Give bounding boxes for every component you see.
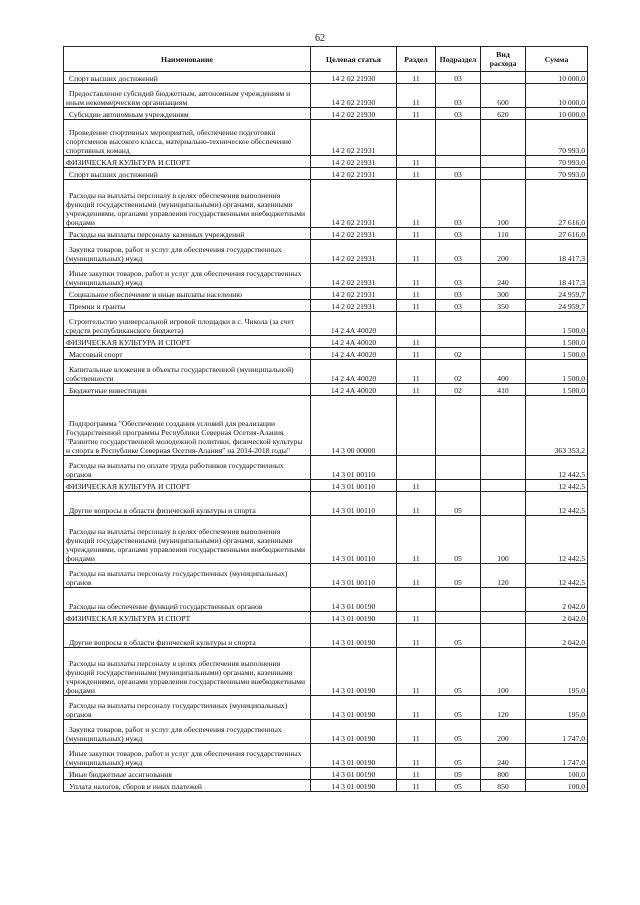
table-header-row bbox=[64, 47, 588, 72]
cell-amount: 70 993,0 bbox=[526, 156, 588, 168]
cell-subsection: 05 bbox=[436, 624, 481, 648]
cell-name: Подпрограмма "Обеспечение создания условий для реализации Государственной программы Республики Северная Осетия-Алания "Развитие государственной молодежной политики, физической культуры и спорта в Республике Северная Осетия-Алания" на 2014-2018 годы" bbox=[64, 396, 311, 456]
cell-kind bbox=[481, 480, 526, 492]
table-row bbox=[64, 312, 588, 336]
cell-kind: 240 bbox=[481, 744, 526, 768]
cell-section bbox=[397, 396, 436, 456]
cell-target: 14 2 4А 40020 bbox=[311, 360, 397, 384]
cell-name: Закупка товаров, работ и услуг для обеспечения государственных (муниципальных) нужд bbox=[64, 240, 311, 264]
cell-kind bbox=[481, 168, 526, 180]
cell-target: 14 3 01 00110 bbox=[311, 492, 397, 516]
cell-name: Расходы на выплаты по оплате труда работников государственных органов bbox=[64, 456, 311, 480]
cell-kind bbox=[481, 336, 526, 348]
cell-section: 11 bbox=[397, 360, 436, 384]
cell-kind bbox=[481, 72, 526, 84]
cell-name: Другие вопросы в области физической культуры и спорта bbox=[64, 624, 311, 648]
cell-amount: 195,0 bbox=[526, 696, 588, 720]
table-row bbox=[64, 72, 588, 84]
cell-kind bbox=[481, 120, 526, 156]
cell-kind bbox=[481, 612, 526, 624]
cell-section: 11 bbox=[397, 228, 436, 240]
table-row bbox=[64, 720, 588, 744]
cell-subsection: 05 bbox=[436, 492, 481, 516]
cell-kind: 110 bbox=[481, 228, 526, 240]
cell-kind bbox=[481, 348, 526, 360]
cell-subsection: 03 bbox=[436, 84, 481, 108]
cell-target: 14 2 02 21931 bbox=[311, 240, 397, 264]
cell-amount: 70 993,0 bbox=[526, 120, 588, 156]
table-row bbox=[64, 396, 588, 456]
cell-section: 11 bbox=[397, 492, 436, 516]
header-subsection: Подраздел bbox=[436, 47, 481, 72]
table-row bbox=[64, 384, 588, 396]
cell-name: ФИЗИЧЕСКАЯ КУЛЬТУРА И СПОРТ bbox=[64, 156, 311, 168]
cell-name: Проведение спортивных мероприятий, обеспечение подготовки спортсменов высокого класса, материально-техническое обеспечение спортивных команд bbox=[64, 120, 311, 156]
cell-target: 14 2 02 21931 bbox=[311, 228, 397, 240]
cell-target: 14 2 02 21930 bbox=[311, 84, 397, 108]
cell-name: ФИЗИЧЕСКАЯ КУЛЬТУРА И СПОРТ bbox=[64, 612, 311, 624]
budget-table bbox=[63, 46, 588, 792]
cell-target: 14 2 02 21931 bbox=[311, 156, 397, 168]
cell-kind: 240 bbox=[481, 264, 526, 288]
cell-section: 11 bbox=[397, 612, 436, 624]
cell-subsection bbox=[436, 588, 481, 612]
cell-section: 11 bbox=[397, 480, 436, 492]
cell-target: 14 3 01 00190 bbox=[311, 768, 397, 780]
cell-name: Расходы на обеспечение функций государственных органов bbox=[64, 588, 311, 612]
cell-name: Расходы на выплаты персоналу в целях обеспечения выполнения функций государственными (муниципальными) органами, казенными учреждениями, органами управления государственными внебюджетными фондами bbox=[64, 648, 311, 696]
cell-section: 11 bbox=[397, 84, 436, 108]
cell-name: Спорт высших достижений bbox=[64, 72, 311, 84]
cell-amount: 1 500,0 bbox=[526, 360, 588, 384]
cell-target: 14 3 01 00190 bbox=[311, 696, 397, 720]
cell-section: 11 bbox=[397, 180, 436, 228]
cell-section: 11 bbox=[397, 156, 436, 168]
cell-name: ФИЗИЧЕСКАЯ КУЛЬТУРА И СПОРТ bbox=[64, 480, 311, 492]
cell-subsection bbox=[436, 336, 481, 348]
cell-amount: 27 616,0 bbox=[526, 228, 588, 240]
cell-kind: 200 bbox=[481, 720, 526, 744]
cell-subsection bbox=[436, 480, 481, 492]
cell-name: Закупка товаров, работ и услуг для обеспечения государственных (муниципальных) нужд bbox=[64, 720, 311, 744]
cell-kind: 800 bbox=[481, 768, 526, 780]
table-row bbox=[64, 744, 588, 768]
cell-amount: 12 442,5 bbox=[526, 480, 588, 492]
cell-section: 11 bbox=[397, 348, 436, 360]
cell-amount: 18 417,3 bbox=[526, 240, 588, 264]
cell-target: 14 2 02 21930 bbox=[311, 108, 397, 120]
cell-subsection: 03 bbox=[436, 240, 481, 264]
table-row bbox=[64, 264, 588, 288]
cell-section: 11 bbox=[397, 564, 436, 588]
cell-kind bbox=[481, 312, 526, 336]
cell-target: 14 3 00 00000 bbox=[311, 396, 397, 456]
cell-section: 11 bbox=[397, 744, 436, 768]
cell-section: 11 bbox=[397, 720, 436, 744]
cell-section: 11 bbox=[397, 516, 436, 564]
cell-section: 11 bbox=[397, 696, 436, 720]
cell-target: 14 3 01 00110 bbox=[311, 564, 397, 588]
cell-name: Предоставление субсидий бюджетным, автономным учреждениям и иным некоммерческим организациям bbox=[64, 84, 311, 108]
cell-section: 11 bbox=[397, 780, 436, 792]
cell-amount: 27 616,0 bbox=[526, 180, 588, 228]
cell-subsection: 03 bbox=[436, 228, 481, 240]
cell-amount: 1 500,0 bbox=[526, 312, 588, 336]
cell-amount: 1 500,0 bbox=[526, 348, 588, 360]
table-row bbox=[64, 696, 588, 720]
cell-amount: 2 042,0 bbox=[526, 588, 588, 612]
cell-target: 14 2 4А 40020 bbox=[311, 312, 397, 336]
cell-target: 14 3 01 00190 bbox=[311, 648, 397, 696]
cell-target: 14 2 02 21931 bbox=[311, 168, 397, 180]
cell-subsection: 02 bbox=[436, 360, 481, 384]
cell-amount: 100,0 bbox=[526, 768, 588, 780]
cell-target: 14 2 4А 40020 bbox=[311, 336, 397, 348]
table-row bbox=[64, 120, 588, 156]
cell-amount: 12 442,5 bbox=[526, 564, 588, 588]
cell-subsection: 03 bbox=[436, 264, 481, 288]
cell-subsection: 03 bbox=[436, 168, 481, 180]
cell-section: 11 bbox=[397, 336, 436, 348]
cell-name: Бюджетные инвестиции bbox=[64, 384, 311, 396]
cell-target: 14 3 01 00190 bbox=[311, 624, 397, 648]
cell-target: 14 3 01 00110 bbox=[311, 480, 397, 492]
cell-subsection: 05 bbox=[436, 744, 481, 768]
table-row bbox=[64, 84, 588, 108]
cell-section: 11 bbox=[397, 264, 436, 288]
cell-subsection bbox=[436, 120, 481, 156]
cell-section: 11 bbox=[397, 648, 436, 696]
header-name: Наименование bbox=[64, 47, 311, 72]
header-target: Целевая статья bbox=[311, 47, 397, 72]
cell-section bbox=[397, 120, 436, 156]
table-row bbox=[64, 288, 588, 300]
cell-amount: 10 000,0 bbox=[526, 108, 588, 120]
cell-subsection: 05 bbox=[436, 516, 481, 564]
cell-name: Массовый спорт bbox=[64, 348, 311, 360]
cell-kind bbox=[481, 492, 526, 516]
cell-amount: 12 442,5 bbox=[526, 456, 588, 480]
cell-subsection bbox=[436, 456, 481, 480]
cell-subsection: 05 bbox=[436, 696, 481, 720]
cell-subsection bbox=[436, 396, 481, 456]
cell-target: 14 2 02 21931 bbox=[311, 300, 397, 312]
table-row bbox=[64, 768, 588, 780]
table-row bbox=[64, 300, 588, 312]
cell-target: 14 3 01 00190 bbox=[311, 720, 397, 744]
header-amount: Сумма bbox=[526, 47, 588, 72]
cell-subsection: 03 bbox=[436, 288, 481, 300]
cell-amount: 1 747,0 bbox=[526, 720, 588, 744]
cell-subsection: 05 bbox=[436, 780, 481, 792]
cell-amount: 10 000,0 bbox=[526, 72, 588, 84]
cell-subsection: 05 bbox=[436, 768, 481, 780]
cell-name: Иные закупки товаров, работ и услуг для обеспечения государственных (муниципальных) нужд bbox=[64, 744, 311, 768]
cell-kind bbox=[481, 396, 526, 456]
cell-target: 14 3 01 00190 bbox=[311, 780, 397, 792]
cell-amount: 24 959,7 bbox=[526, 288, 588, 300]
cell-section bbox=[397, 588, 436, 612]
table-row bbox=[64, 360, 588, 384]
cell-amount: 195,0 bbox=[526, 648, 588, 696]
cell-name: Расходы на выплаты персоналу казенных учреждений bbox=[64, 228, 311, 240]
cell-amount: 18 417,3 bbox=[526, 264, 588, 288]
cell-name: Премии и гранты bbox=[64, 300, 311, 312]
cell-amount: 2 042,0 bbox=[526, 612, 588, 624]
cell-amount: 12 442,5 bbox=[526, 492, 588, 516]
cell-name: Расходы на выплаты персоналу государственных (муниципальных) органов bbox=[64, 564, 311, 588]
cell-name: Субсидии автономным учреждениям bbox=[64, 108, 311, 120]
cell-subsection: 05 bbox=[436, 648, 481, 696]
cell-amount: 1 500,0 bbox=[526, 384, 588, 396]
table-row bbox=[64, 516, 588, 564]
cell-name: Другие вопросы в области физической культуры и спорта bbox=[64, 492, 311, 516]
table-row bbox=[64, 228, 588, 240]
cell-name: Расходы на выплаты персоналу государственных (муниципальных) органов bbox=[64, 696, 311, 720]
cell-section: 11 bbox=[397, 288, 436, 300]
cell-amount: 363 353,2 bbox=[526, 396, 588, 456]
cell-kind: 100 bbox=[481, 516, 526, 564]
cell-target: 14 2 02 21931 bbox=[311, 180, 397, 228]
table-row bbox=[64, 780, 588, 792]
cell-target: 14 2 02 21931 bbox=[311, 120, 397, 156]
cell-target: 14 3 01 00190 bbox=[311, 612, 397, 624]
cell-name: Иные закупки товаров, работ и услуг для обеспечения государственных (муниципальных) нужд bbox=[64, 264, 311, 288]
cell-section: 11 bbox=[397, 240, 436, 264]
cell-subsection: 02 bbox=[436, 384, 481, 396]
cell-amount: 2 042,0 bbox=[526, 624, 588, 648]
table-row bbox=[64, 336, 588, 348]
cell-amount: 100,0 bbox=[526, 780, 588, 792]
cell-kind: 410 bbox=[481, 384, 526, 396]
cell-subsection: 03 bbox=[436, 72, 481, 84]
cell-section: 11 bbox=[397, 624, 436, 648]
cell-kind: 300 bbox=[481, 288, 526, 300]
cell-name: Расходы на выплаты персоналу в целях обеспечения выполнения функций государственными (муниципальными) органами, казенными учреждениями, органами управления государственными внебюджетными фондами bbox=[64, 180, 311, 228]
table-row bbox=[64, 588, 588, 612]
cell-section bbox=[397, 456, 436, 480]
cell-target: 14 2 4А 40020 bbox=[311, 348, 397, 360]
table-row bbox=[64, 168, 588, 180]
cell-kind bbox=[481, 624, 526, 648]
cell-target: 14 2 02 21931 bbox=[311, 288, 397, 300]
table-row bbox=[64, 456, 588, 480]
cell-section: 11 bbox=[397, 384, 436, 396]
cell-section: 11 bbox=[397, 768, 436, 780]
cell-kind bbox=[481, 456, 526, 480]
cell-subsection: 03 bbox=[436, 108, 481, 120]
cell-name: Уплата налогов, сборов и иных платежей bbox=[64, 780, 311, 792]
cell-target: 14 2 02 21930 bbox=[311, 72, 397, 84]
cell-target: 14 3 01 00190 bbox=[311, 744, 397, 768]
table-row bbox=[64, 348, 588, 360]
cell-amount: 24 959,7 bbox=[526, 300, 588, 312]
table-row bbox=[64, 108, 588, 120]
cell-section: 11 bbox=[397, 300, 436, 312]
cell-kind: 200 bbox=[481, 240, 526, 264]
cell-kind: 350 bbox=[481, 300, 526, 312]
cell-kind: 850 bbox=[481, 780, 526, 792]
cell-kind: 100 bbox=[481, 180, 526, 228]
cell-subsection: 03 bbox=[436, 180, 481, 228]
table-row bbox=[64, 624, 588, 648]
cell-name: Капитальные вложения в объекты государственной (муниципальной) собственности bbox=[64, 360, 311, 384]
cell-kind: 120 bbox=[481, 696, 526, 720]
cell-subsection: 02 bbox=[436, 348, 481, 360]
cell-kind bbox=[481, 588, 526, 612]
cell-target: 14 2 4А 40020 bbox=[311, 384, 397, 396]
cell-subsection bbox=[436, 312, 481, 336]
cell-kind: 400 bbox=[481, 360, 526, 384]
cell-amount: 1 500,0 bbox=[526, 336, 588, 348]
table-row bbox=[64, 648, 588, 696]
cell-amount: 70 993,0 bbox=[526, 168, 588, 180]
cell-name: Иные бюджетные ассигнования bbox=[64, 768, 311, 780]
cell-subsection: 05 bbox=[436, 720, 481, 744]
cell-section: 11 bbox=[397, 72, 436, 84]
cell-target: 14 3 01 00110 bbox=[311, 456, 397, 480]
cell-amount: 12 442,5 bbox=[526, 516, 588, 564]
cell-section: 11 bbox=[397, 108, 436, 120]
table-row bbox=[64, 156, 588, 168]
table-row bbox=[64, 180, 588, 228]
cell-kind: 620 bbox=[481, 108, 526, 120]
cell-section: 11 bbox=[397, 168, 436, 180]
cell-kind: 100 bbox=[481, 648, 526, 696]
cell-target: 14 3 01 00190 bbox=[311, 588, 397, 612]
cell-name: Социальное обеспечение и иные выплаты населению bbox=[64, 288, 311, 300]
cell-name: Строительство универсальной игровой площадки в с. Чикола (за счет средств республиканского бюджета) bbox=[64, 312, 311, 336]
cell-section bbox=[397, 312, 436, 336]
cell-subsection bbox=[436, 612, 481, 624]
cell-kind bbox=[481, 156, 526, 168]
cell-name: Спорт высших достижений bbox=[64, 168, 311, 180]
cell-name: Расходы на выплаты персоналу в целях обеспечения выполнения функций государственными (муниципальными) органами, казенными учреждениями, органами управления государственными внебюджетными фондами bbox=[64, 516, 311, 564]
header-kind: Вид расхода bbox=[481, 47, 526, 72]
header-section: Раздел bbox=[397, 47, 436, 72]
cell-target: 14 3 01 00110 bbox=[311, 516, 397, 564]
table-row bbox=[64, 612, 588, 624]
table-row bbox=[64, 480, 588, 492]
cell-amount: 10 000,0 bbox=[526, 84, 588, 108]
cell-subsection: 05 bbox=[436, 564, 481, 588]
cell-amount: 1 747,0 bbox=[526, 744, 588, 768]
cell-target: 14 2 02 21931 bbox=[311, 264, 397, 288]
cell-kind: 600 bbox=[481, 84, 526, 108]
cell-subsection bbox=[436, 156, 481, 168]
page-number: 62 bbox=[315, 33, 325, 44]
table-row bbox=[64, 240, 588, 264]
cell-kind: 120 bbox=[481, 564, 526, 588]
cell-name: ФИЗИЧЕСКАЯ КУЛЬТУРА И СПОРТ bbox=[64, 336, 311, 348]
table-row bbox=[64, 492, 588, 516]
cell-subsection: 03 bbox=[436, 300, 481, 312]
table-row bbox=[64, 564, 588, 588]
